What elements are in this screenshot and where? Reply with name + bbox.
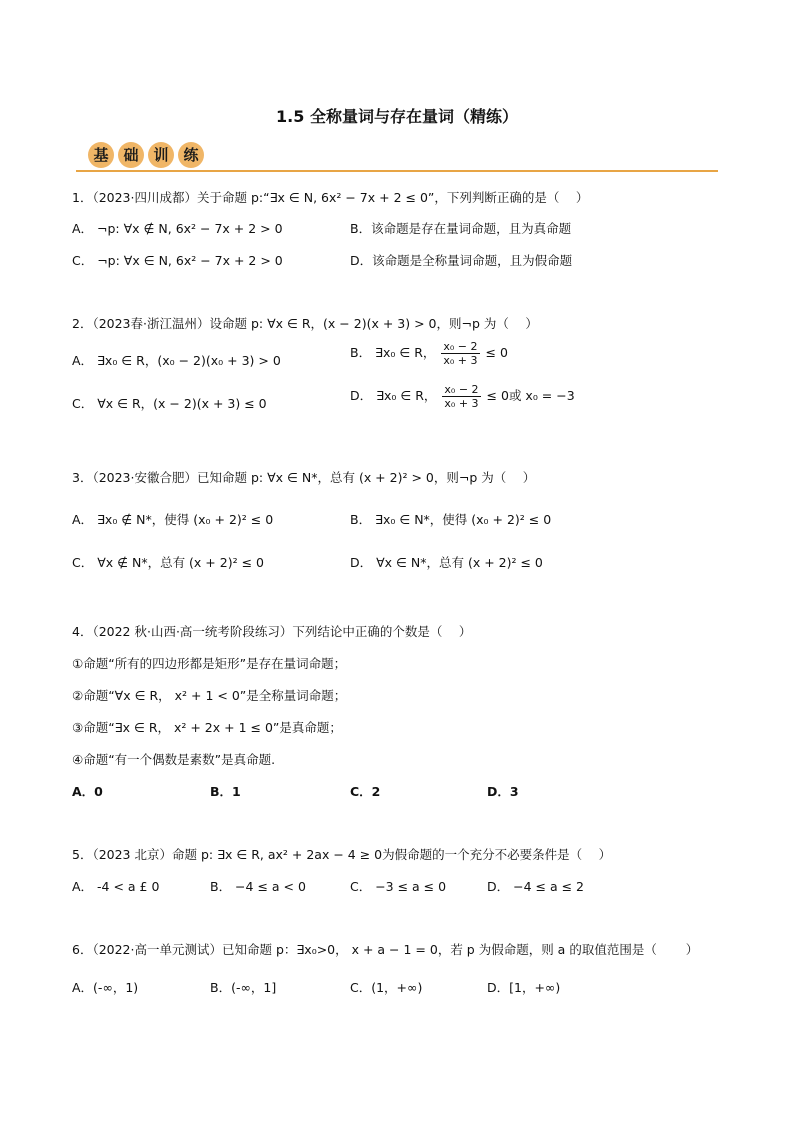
question-1-option-a: A． ¬p: ∀x ∉ N, 6x² − 7x + 2 > 0: [72, 221, 283, 236]
question-3-option-a: A． ∃x₀ ∉ N*，使得 (x₀ + 2)² ≤ 0: [72, 512, 274, 527]
question-2-option-c: C． ∀x ∈ R，(x − 2)(x + 3) ≤ 0: [72, 396, 267, 411]
question-1-option-c: C． ¬p: ∀x ∈ N, 6x² − 7x + 2 > 0: [72, 253, 283, 268]
fraction-denominator: x₀ + 3: [443, 354, 478, 367]
option-b-prefix: B． ∃x₀ ∈ R，: [350, 345, 436, 360]
question-1-stem: 1．（2023·四川成都）关于命题 p:“∃x ∈ N, 6x² − 7x + 2 ≤ 0”，下列判断正确的是（ ）: [72, 190, 589, 205]
option-d-suffix: ≤ 0或 x₀ = −3: [486, 388, 575, 403]
question-2-stem: 2．（2023春·浙江温州）设命题 p: ∀x ∈ R，(x − 2)(x + 3) > 0，则¬p 为（ ）: [72, 316, 538, 331]
fraction-numerator: x₀ − 2: [443, 340, 478, 353]
question-6-stem: 6．（2022·高一单元测试）已知命题 p：∃x₀>0， x + a − 1 = 0，若 p 为假命题，则 a 的取值范围是（ ）: [72, 942, 699, 957]
question-4-option-d: D．3: [487, 784, 519, 799]
section-banner: [88, 142, 208, 170]
question-4-statement: ①命题“所有的四边形都是矩形”是存在量词命题；: [72, 656, 347, 671]
fraction-numerator: x₀ − 2: [444, 383, 479, 396]
question-4-option-b: B．1: [210, 784, 241, 799]
question-4-stem: 4．（2022 秋·山西·高一统考阶段练习）下列结论中正确的个数是（ ）: [72, 624, 472, 639]
banner-char: 基: [88, 142, 114, 168]
fraction-denominator: x₀ + 3: [444, 397, 479, 410]
question-5-option-a: A． -4 < a £ 0: [72, 879, 160, 894]
banner-char: 练: [178, 142, 204, 168]
banner-char: 训: [148, 142, 174, 168]
banner-char: 础: [118, 142, 144, 168]
question-5-option-c: C． −3 ≤ a ≤ 0: [350, 879, 447, 894]
question-3-option-c: C． ∀x ∉ N*，总有 (x + 2)² ≤ 0: [72, 555, 264, 570]
question-2-option-a: A． ∃x₀ ∈ R，(x₀ − 2)(x₀ + 3) > 0: [72, 353, 281, 368]
question-6-option-d: D．[1，+∞): [487, 980, 561, 995]
question-5-option-d: D． −4 ≤ a ≤ 2: [487, 879, 584, 894]
option-b-suffix: ≤ 0: [485, 345, 508, 360]
option-d-fraction: [442, 383, 480, 410]
question-4-option-c: C．2: [350, 784, 381, 799]
question-1-option-b: B．该命题是存在量词命题，且为真命题: [350, 221, 572, 236]
section-divider: [76, 170, 718, 172]
question-3-option-d: D． ∀x ∈ N*，总有 (x + 2)² ≤ 0: [350, 555, 543, 570]
option-d-prefix: D． ∃x₀ ∈ R，: [350, 388, 437, 403]
question-6-option-c: C．(1，+∞): [350, 980, 423, 995]
question-3-stem: 3．（2023·安徽合肥）已知命题 p: ∀x ∈ N*，总有 (x + 2)² > 0，则¬p 为（ ）: [72, 470, 536, 485]
page-title: 1.5 全称量词与存在量词（精练）: [276, 107, 518, 126]
question-4-option-a: A．0: [72, 784, 103, 799]
question-5-option-b: B． −4 ≤ a < 0: [210, 879, 306, 894]
question-2-option-b: [350, 340, 508, 367]
question-2-option-d: [350, 383, 575, 410]
option-b-fraction: [441, 340, 479, 367]
question-1-option-d: D．该命题是全称量词命题，且为假命题: [350, 253, 573, 268]
question-6-option-b: B．(-∞，1]: [210, 980, 277, 995]
question-5-stem: 5．（2023 北京）命题 p: ∃x ∈ R, ax² + 2ax − 4 ≥ 0为假命题的一个充分不必要条件是（ ）: [72, 847, 612, 862]
question-6-option-a: A．(-∞，1): [72, 980, 139, 995]
question-3-option-b: B． ∃x₀ ∈ N*，使得 (x₀ + 2)² ≤ 0: [350, 512, 552, 527]
question-4-statement: ③命题“∃x ∈ R， x² + 2x + 1 ≤ 0”是真命题；: [72, 720, 342, 735]
question-4-statement: ②命题“∀x ∈ R， x² + 1 < 0”是全称量词命题；: [72, 688, 347, 703]
question-4-statement: ④命题“有一个偶数是素数”是真命题.: [72, 752, 276, 767]
